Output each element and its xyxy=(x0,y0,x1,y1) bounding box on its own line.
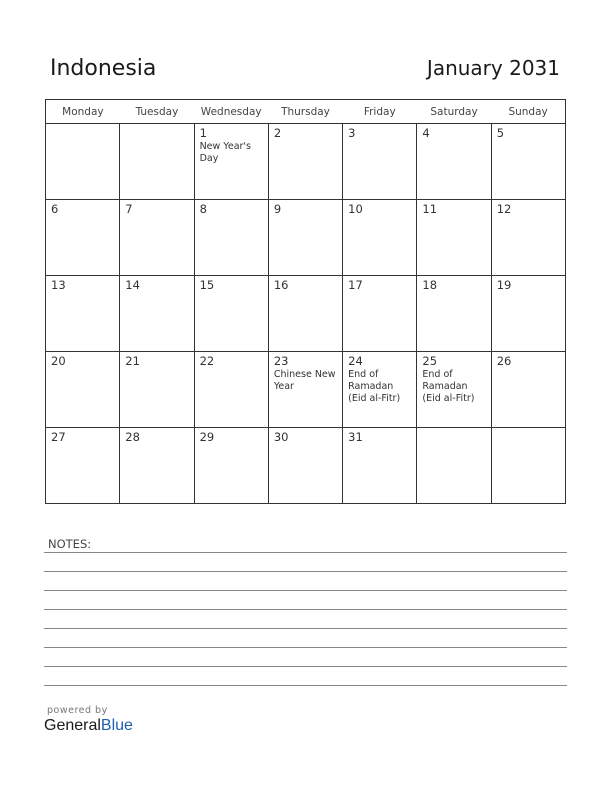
day-cell xyxy=(120,200,194,276)
day-cell xyxy=(268,200,342,276)
day-cell xyxy=(491,352,565,428)
day-cell xyxy=(417,428,491,504)
day-number: 1 xyxy=(199,126,207,140)
day-cell xyxy=(417,124,491,200)
day-cell xyxy=(194,352,268,428)
week-row xyxy=(46,200,566,276)
day-cell xyxy=(491,428,565,504)
day-number: 17 xyxy=(348,278,363,292)
weekday-header-row xyxy=(46,100,566,124)
day-number: 25 xyxy=(422,354,438,368)
day-cell xyxy=(268,124,342,200)
day-number: 12 xyxy=(496,202,512,216)
brand-blue: Blue xyxy=(100,717,133,734)
day-number: 11 xyxy=(422,202,438,216)
day-cell xyxy=(268,276,342,352)
day-cell xyxy=(46,124,120,200)
week-row xyxy=(46,276,566,352)
day-number: 24 xyxy=(348,354,363,368)
day-cell xyxy=(491,200,565,276)
day-cell xyxy=(46,200,120,276)
calendar-grid xyxy=(45,99,566,504)
weekday-header: Saturday xyxy=(417,100,491,124)
week-row xyxy=(46,428,566,504)
day-number: 6 xyxy=(51,202,59,216)
day-cell xyxy=(46,428,120,504)
generalblue-logo[interactable] xyxy=(44,717,133,735)
weekday-header: Thursday xyxy=(268,100,342,124)
day-number: 28 xyxy=(125,430,140,444)
day-number: 29 xyxy=(199,430,215,444)
day-number: 8 xyxy=(199,202,207,216)
day-cell xyxy=(194,276,268,352)
day-number: 22 xyxy=(199,354,215,368)
holiday-label: End of Ramadan (Eid al-Fitr) xyxy=(422,369,475,404)
day-number: 15 xyxy=(199,278,215,292)
day-cell xyxy=(491,124,565,200)
day-number: 3 xyxy=(348,126,356,140)
day-cell xyxy=(120,276,194,352)
month-title: January 2031 xyxy=(426,56,560,80)
day-cell xyxy=(417,200,491,276)
day-cell xyxy=(343,428,417,504)
day-cell xyxy=(194,428,268,504)
day-cell xyxy=(268,428,342,504)
holiday-label: New Year's Day xyxy=(199,141,251,164)
day-number: 2 xyxy=(273,126,282,140)
holiday-label: End of Ramadan (Eid al-Fitr) xyxy=(348,369,401,404)
day-number: 10 xyxy=(348,202,363,216)
day-cell xyxy=(343,352,417,428)
day-cell xyxy=(120,428,194,504)
day-number: 14 xyxy=(125,278,140,292)
note-line[interactable] xyxy=(44,685,567,686)
weekday-header: Friday xyxy=(343,100,417,124)
day-cell xyxy=(120,352,194,428)
day-number: 26 xyxy=(496,354,512,368)
day-number: 5 xyxy=(496,126,505,140)
day-number: 9 xyxy=(273,202,282,216)
brand-general: General xyxy=(44,717,101,734)
day-number: 23 xyxy=(273,354,289,368)
powered-by-text: powered by xyxy=(47,705,108,716)
day-number: 20 xyxy=(51,354,66,368)
note-line[interactable] xyxy=(44,647,567,648)
country-title: Indonesia xyxy=(50,56,157,81)
day-cell xyxy=(417,276,491,352)
day-cell xyxy=(491,276,565,352)
day-cell xyxy=(343,124,417,200)
day-number: 18 xyxy=(422,278,438,292)
day-cell xyxy=(343,276,417,352)
day-number: 21 xyxy=(125,354,140,368)
day-cell xyxy=(46,276,120,352)
day-cell xyxy=(46,352,120,428)
note-line[interactable] xyxy=(44,628,567,629)
notes-label: NOTES: xyxy=(48,537,92,551)
note-line[interactable] xyxy=(44,666,567,667)
day-number: 31 xyxy=(348,430,363,444)
day-number: 13 xyxy=(51,278,66,292)
day-cell xyxy=(194,124,268,200)
day-cell xyxy=(120,124,194,200)
note-line[interactable] xyxy=(44,552,567,553)
day-number: 19 xyxy=(496,278,512,292)
note-line[interactable] xyxy=(44,609,567,610)
day-number: 16 xyxy=(273,278,289,292)
weekday-header: Monday xyxy=(46,100,120,124)
week-row xyxy=(46,352,566,428)
day-number: 4 xyxy=(422,126,430,140)
day-cell xyxy=(194,200,268,276)
day-cell xyxy=(417,352,491,428)
holiday-label: Chinese New Year xyxy=(273,369,336,392)
day-number: 7 xyxy=(125,202,133,216)
week-row xyxy=(46,124,566,200)
day-number: 27 xyxy=(51,430,66,444)
note-line[interactable] xyxy=(44,590,567,591)
day-number: 30 xyxy=(273,430,289,444)
weekday-header: Wednesday xyxy=(194,100,268,124)
weekday-header: Sunday xyxy=(491,100,565,124)
day-cell xyxy=(268,352,342,428)
note-line[interactable] xyxy=(44,571,567,572)
day-cell xyxy=(343,200,417,276)
weekday-header: Tuesday xyxy=(120,100,194,124)
